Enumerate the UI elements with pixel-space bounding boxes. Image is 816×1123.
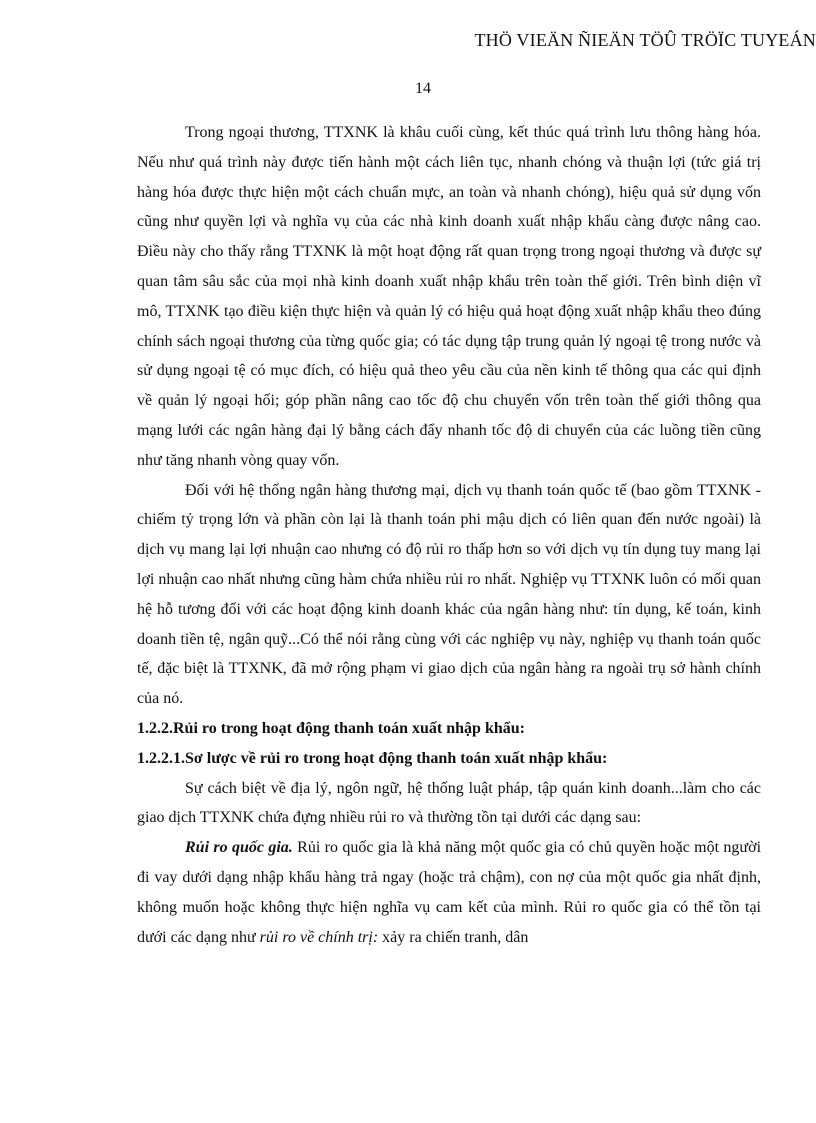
section-heading: 1.2.2.Rủi ro trong hoạt động thanh toán xuất nhập khẩu: <box>137 719 525 737</box>
paragraph-banking: Đối với hệ thống ngân hàng thương mại, dịch vụ thanh toán quốc tế (bao gồm TTXNK - chiếm tỷ trọng lớn và phần còn lại là thanh toán phi mậu dịch có liên quan đến nước ngoài) là dịch vụ mang lại lợi nhuận cao nhưng có độ rủi ro thấp hơn so với dịch vụ tín dụng tuy mang lại lợi nhuận cao nhất nhưng cũng hàm chứa nhiều rủi ro nhất. Nghiệp vụ TTXNK luôn có mối quan hệ hỗ tương đối với các hoạt động kinh doanh khác của ngân hàng như: tín dụng, kế toán, kinh doanh tiền tệ, ngân quỹ...Có thể nói rằng cùng với các nghiệp vụ này, nghiệp vụ thanh toán quốc tế, đặc biệt là TTXNK, đã mở rộng phạm vi giao dịch của ngân hàng ra ngoài trụ sở hành chính của nó. <box>137 481 761 708</box>
subsection-heading: 1.2.2.1.Sơ lược về rủi ro trong hoạt động thanh toán xuất nhập khẩu: <box>137 749 608 767</box>
country-risk-term: Rủi ro quốc gia. <box>185 839 293 857</box>
paragraph-risk-intro: Sự cách biệt về địa lý, ngôn ngữ, hệ thống luật pháp, tập quán kinh doanh...làm cho các giao dịch TTXNK chứa đựng nhiều rủi ro và thường tồn tại dưới các dạng sau: <box>137 779 761 827</box>
political-risk-term: rủi ro về chính trị: <box>259 928 379 946</box>
page-header: THÖ VIEÄN ÑIEÄN TÖÛ TRÖÏC TUYEÁN <box>474 30 816 50</box>
country-risk-text-2: xảy ra chiến tranh, dân <box>378 928 529 946</box>
paragraph-intro: Trong ngoại thương, TTXNK là khâu cuối cùng, kết thúc quá trình lưu thông hàng hóa. Nếu như quá trình này được tiến hành một cách liên tục, nhanh chóng và thuận lợi (tức giá trị hàng hóa được thực hiện một cách chuẩn mực, an toàn và nhanh chóng), hiệu quả sử dụng vốn cũng như quyền lợi và nghĩa vụ của các nhà kinh doanh xuất nhập khẩu càng được nâng cao. Điều này cho thấy rằng TTXNK là một hoạt động rất quan trọng trong ngoại thương và được sự quan tâm sâu sắc của mọi nhà kinh doanh xuất nhập khẩu trên toàn thế giới. Trên bình diện vĩ mô, TTXNK tạo điều kiện thực hiện và quản lý có hiệu quả hoạt động xuất nhập khẩu theo đúng chính sách ngoại thương của từng quốc gia; có tác dụng tập trung quản lý ngoại tệ trong nước và sử dụng ngoại tệ có mục đích, có hiệu quả theo yêu cầu của nền kinh tế thông qua các qui định về quản lý ngoại hối; góp phần nâng cao tốc độ chu chuyển vốn trên toàn thế giới thông qua mạng lưới các ngân hàng đại lý bằng cách đẩy nhanh tốc độ di chuyển của các luồng tiền cũng như tăng nhanh vòng quay vốn. <box>137 124 761 469</box>
country-risk-text-1: Rủi ro quốc gia là khả năng một quốc gia có chủ quyền hoặc một người đi vay dưới dạng nhập khẩu hàng trả ngay (hoặc trả chậm), con nợ của một quốc gia nhất định, không muốn hoặc không thực hiện nghĩa vụ cam kết của mình. Rủi ro quốc gia có thể tồn tại dưới các dạng như <box>137 839 762 946</box>
page-number: 14 <box>415 80 431 97</box>
paragraph-country-risk <box>137 833 761 952</box>
document-body <box>137 118 761 952</box>
